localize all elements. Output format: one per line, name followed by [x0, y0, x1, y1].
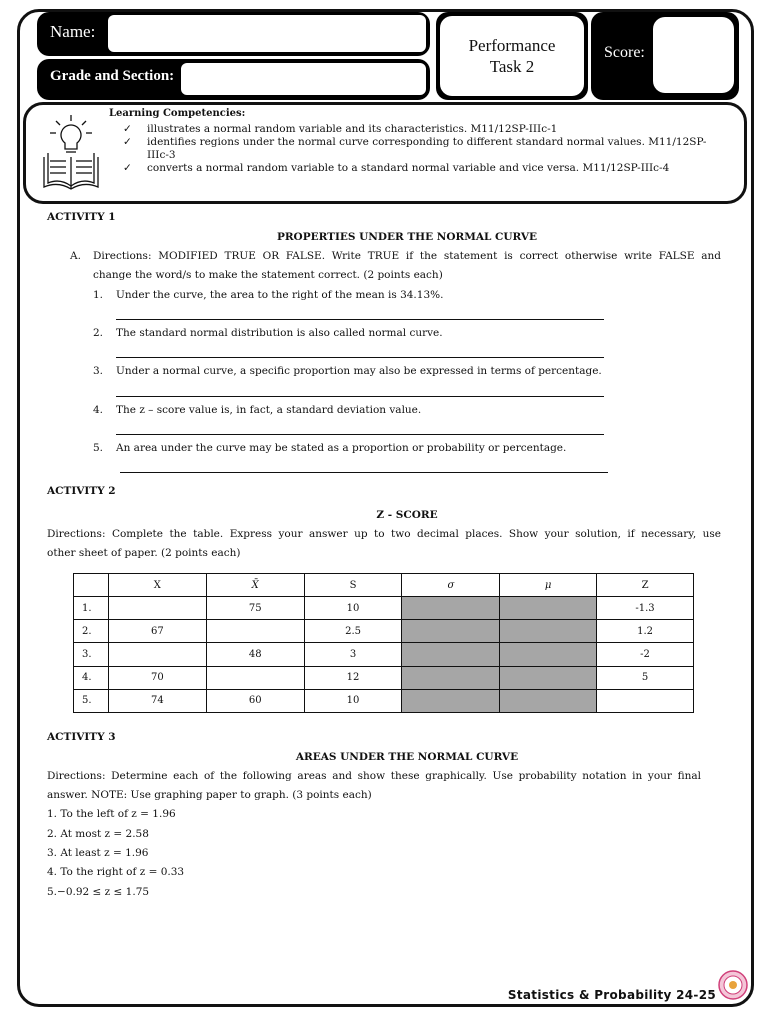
item-statement: An area under the curve may be stated as a proportion or probability or percentage. [116, 442, 567, 454]
grade-section-label: Grade and Section: [50, 68, 175, 84]
activity3-directions-line1: Directions: Determine each of the following areas and show these graphically. Use probability notation in your final [47, 770, 701, 782]
check-icon: ✓ [123, 162, 132, 174]
table-cell[interactable]: -1.3 [597, 597, 694, 620]
table-cell-shaded [500, 666, 597, 689]
name-box [37, 12, 430, 56]
table-cell[interactable]: 10 [304, 597, 402, 620]
table-cell[interactable] [206, 666, 304, 689]
answer-line[interactable] [120, 472, 608, 473]
table-header-row [74, 574, 694, 597]
table-row [74, 666, 694, 689]
table-cell[interactable] [108, 597, 206, 620]
activity3-label: ACTIVITY 3 [47, 731, 116, 743]
area-item: 2. At most z = 2.58 [47, 828, 149, 840]
answer-line[interactable] [116, 319, 604, 320]
activity2-directions-line1: Directions: Complete the table. Express your answer up to two decimal places. Show your solution, if necessary, use [47, 528, 721, 540]
score-label: Score: [604, 44, 645, 61]
competency-item: ✓ converts a normal random variable to a standard normal variable and vice versa. M11/12SP-IIIc-4 [123, 162, 670, 174]
item-statement: Under a normal curve, a specific proportion may also be expressed in terms of percentage. [116, 365, 602, 377]
table-header-cell: σ [402, 574, 500, 597]
activity2-directions-line2: other sheet of paper. (2 points each) [47, 547, 241, 559]
table-cell[interactable]: 60 [206, 689, 304, 712]
table-cell[interactable]: -2 [597, 643, 694, 666]
answer-line[interactable] [116, 434, 604, 435]
z-score-table [73, 573, 694, 713]
table-cell-shaded [402, 689, 500, 712]
activity2-title: Z - SCORE [376, 509, 438, 521]
table-cell[interactable]: 70 [108, 666, 206, 689]
item-statement: Under the curve, the area to the right of the mean is 34.13%. [116, 289, 444, 301]
task-title-line2: Task 2 [489, 57, 535, 76]
activity1-title: PROPERTIES UNDER THE NORMAL CURVE [276, 231, 538, 243]
table-row [74, 620, 694, 643]
competencies-box [23, 102, 747, 204]
item-number: 5. [93, 442, 104, 454]
item-number: 2. [93, 327, 104, 339]
lightbulb-book-icon [40, 113, 102, 191]
table-cell: 5. [74, 689, 109, 712]
activity1-label: ACTIVITY 1 [47, 211, 116, 223]
table-row [74, 597, 694, 620]
area-item: 1. To the left of z = 1.96 [47, 808, 176, 820]
table-cell: 4. [74, 666, 109, 689]
performance-task-title [440, 16, 584, 96]
activity3-title: AREAS UNDER THE NORMAL CURVE [295, 751, 519, 763]
area-item: 3. At least z = 1.96 [47, 847, 149, 859]
activity1-letter: A. [70, 250, 81, 262]
name-label: Name: [50, 22, 96, 41]
activity3-directions-line2: answer. NOTE: Use graphing paper to graph. (3 points each) [47, 789, 372, 801]
item-number: 4. [93, 404, 104, 416]
competencies-title: Learning Competencies: [109, 108, 246, 119]
school-seal-icon [718, 970, 748, 1000]
table-header-cell: X̄ [206, 574, 304, 597]
table-cell-shaded [402, 643, 500, 666]
table-cell-shaded [500, 597, 597, 620]
area-item: 4. To the right of z = 0.33 [47, 866, 185, 878]
item-statement: The standard normal distribution is also called normal curve. [116, 327, 443, 339]
competency-item: ✓ identifies regions under the normal curve corresponding to different standard normal values. M11/12SP-IIIc-3 [123, 136, 707, 161]
table-cell: 2. [74, 620, 109, 643]
table-cell: 1. [74, 597, 109, 620]
check-icon: ✓ [123, 123, 132, 135]
item-number: 3. [93, 365, 104, 377]
table-row [74, 643, 694, 666]
table-cell[interactable]: 48 [206, 643, 304, 666]
activity1-directions-line1: Directions: MODIFIED TRUE OR FALSE. Write TRUE if the statement is correct otherwise write FALSE and [93, 250, 721, 262]
answer-line[interactable] [116, 396, 604, 397]
table-cell[interactable]: 1.2 [597, 620, 694, 643]
grade-section-box [37, 59, 430, 100]
table-cell-shaded [500, 643, 597, 666]
table-row [74, 689, 694, 712]
performance-task-box [436, 12, 588, 100]
competencies-list [123, 123, 723, 175]
table-cell[interactable]: 3 [304, 643, 402, 666]
table-cell[interactable] [597, 689, 694, 712]
table-cell[interactable]: 12 [304, 666, 402, 689]
table-header-cell [74, 574, 109, 597]
table-cell[interactable]: 2.5 [304, 620, 402, 643]
competency-item: ✓ illustrates a normal random variable and its characteristics. M11/12SP-IIIc-1 [123, 123, 558, 135]
area-item: 5.−0.92 ≤ z ≤ 1.75 [47, 886, 150, 898]
table-cell-shaded [402, 620, 500, 643]
table-cell: 3. [74, 643, 109, 666]
score-field[interactable] [653, 17, 734, 93]
footer-subject: Statistics & Probability 24-25 [507, 988, 716, 1002]
table-cell[interactable]: 5 [597, 666, 694, 689]
table-cell[interactable]: 75 [206, 597, 304, 620]
table-cell[interactable] [206, 620, 304, 643]
table-cell-shaded [402, 597, 500, 620]
score-box [591, 12, 739, 100]
item-number: 1. [93, 289, 104, 301]
table-cell-shaded [500, 620, 597, 643]
activity2-label: ACTIVITY 2 [47, 485, 116, 497]
table-header-cell: Z [597, 574, 694, 597]
answer-line[interactable] [116, 357, 604, 358]
name-field[interactable] [108, 15, 426, 52]
table-header-cell: X [108, 574, 206, 597]
table-cell-shaded [500, 689, 597, 712]
activity1-directions-line2: change the word/s to make the statement correct. (2 points each) [93, 269, 443, 281]
table-cell[interactable]: 74 [108, 689, 206, 712]
table-header-cell: μ [500, 574, 597, 597]
table-cell[interactable]: 67 [108, 620, 206, 643]
grade-section-field[interactable] [181, 63, 426, 95]
task-title-line1: Performance [468, 36, 556, 55]
table-cell[interactable]: 10 [304, 689, 402, 712]
table-cell[interactable] [108, 643, 206, 666]
item-statement: The z – score value is, in fact, a standard deviation value. [116, 404, 422, 416]
check-icon: ✓ [123, 136, 132, 148]
table-header-cell: S [304, 574, 402, 597]
table-cell-shaded [402, 666, 500, 689]
